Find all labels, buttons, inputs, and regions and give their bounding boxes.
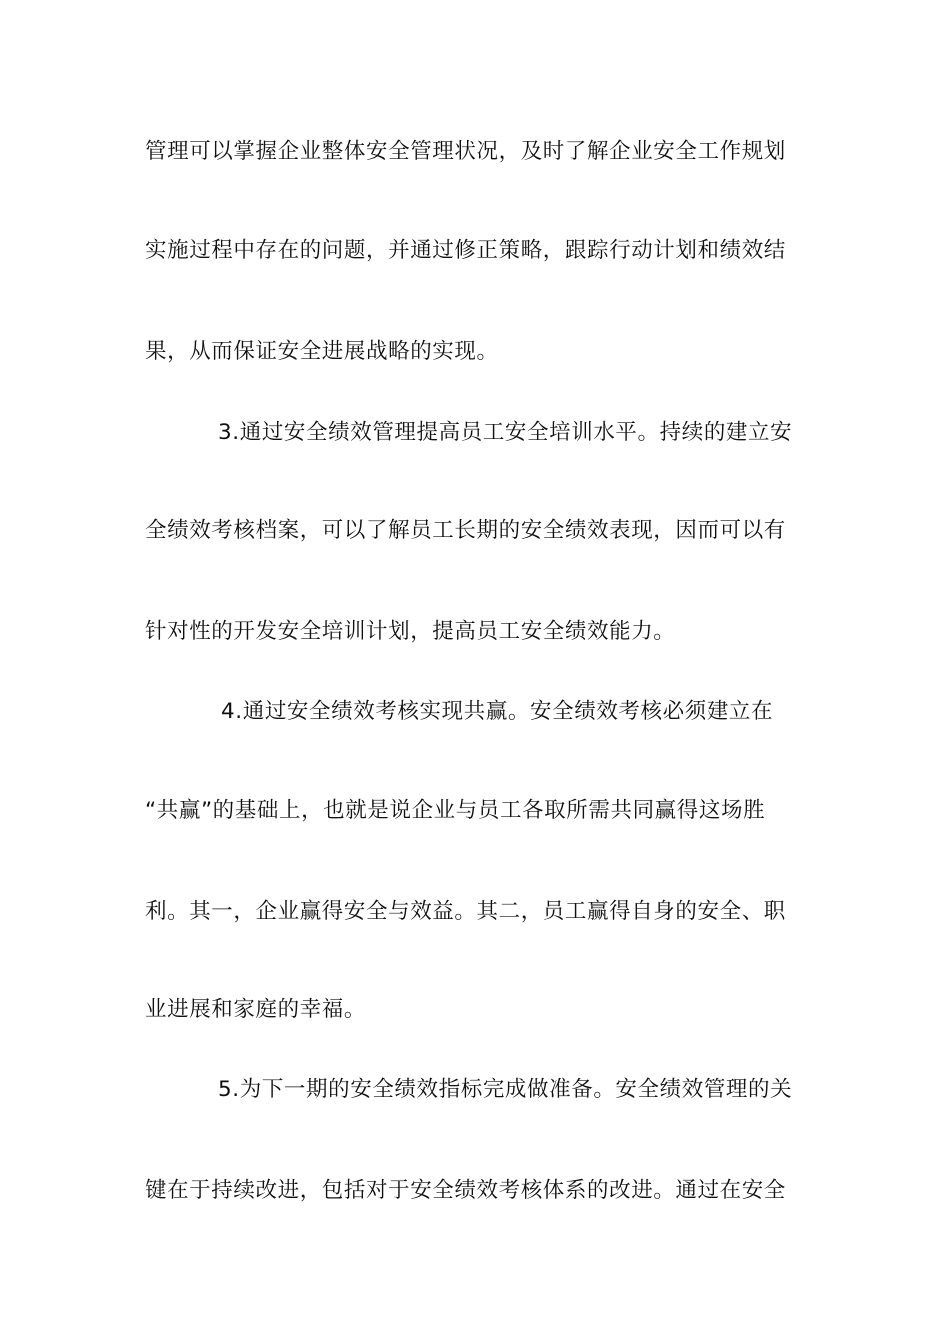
paragraph-line: “共赢”的基础上，也就是说企业与员工各取所需共同赢得这场胜 (145, 798, 766, 823)
paragraph-line: 管理可以掌握企业整体安全管理状况，及时了解企业安全工作规划 (145, 139, 786, 164)
paragraph-line: 键在于持续改进，包括对于安全绩效考核体系的改进。通过在安全 (145, 1178, 786, 1203)
paragraph-line: 5.为下一期的安全绩效指标完成做准备。安全绩效管理的关 (218, 1077, 793, 1102)
paragraph-line: 业进展和家庭的幸福。 (145, 997, 367, 1022)
paragraph-line: 4.通过安全绩效考核实现共赢。安全绩效考核必须建立在 (221, 699, 774, 724)
paragraph-line: 3.通过安全绩效管理提高员工安全培训水平。持续的建立安 (218, 420, 793, 445)
paragraph-line: 全绩效考核档案，可以了解员工长期的安全绩效表现，因而可以有 (145, 518, 786, 543)
paragraph-line: 果，从而保证安全进展战略的实现。 (145, 339, 499, 364)
paragraph-line: 针对性的开发安全培训计划，提高员工安全绩效能力。 (145, 619, 676, 644)
paragraph-line: 实施过程中存在的问题，并通过修正策略，跟踪行动计划和绩效结 (145, 238, 786, 263)
paragraph-line: 利。其一，企业赢得安全与效益。其二，员工赢得自身的安全、职 (145, 899, 786, 924)
